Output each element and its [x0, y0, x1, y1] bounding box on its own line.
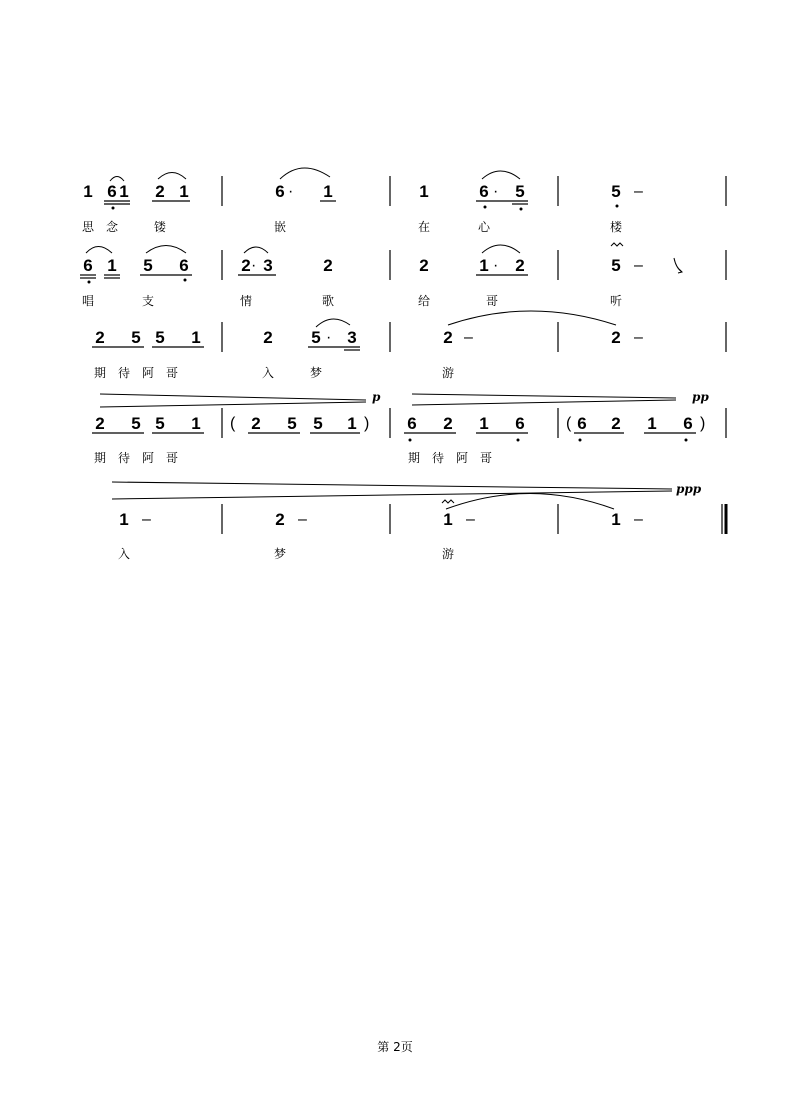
lyric: 听 — [609, 294, 622, 308]
note: 5 — [143, 256, 153, 275]
dash-symbol: – — [634, 257, 643, 274]
note: 2 — [275, 510, 285, 529]
hairpins — [100, 394, 676, 499]
note: 1 — [419, 182, 429, 201]
lyric: 情 — [239, 294, 252, 308]
note: 6 — [515, 414, 525, 433]
lyric: 待 — [117, 451, 130, 465]
lyric: 哥 — [165, 366, 178, 380]
note: 1 — [347, 414, 357, 433]
note: 6 — [107, 182, 117, 201]
lyric: 给 — [417, 294, 430, 308]
note: 6 — [577, 414, 587, 433]
note: 5 — [131, 328, 141, 347]
note: 2 — [419, 256, 429, 275]
dash-symbol: – — [634, 329, 643, 346]
lyric: 游 — [441, 366, 454, 380]
lyric: 期 — [93, 366, 106, 380]
dash-symbol: – — [634, 183, 643, 200]
note: 1 — [119, 510, 129, 529]
note: 2 — [611, 414, 621, 433]
note: 2 — [95, 328, 105, 347]
dot-symbol: · — [326, 329, 332, 346]
paren-open: ( — [566, 415, 572, 432]
note: 6 — [179, 256, 189, 275]
lyric: 镂 — [153, 220, 166, 234]
dot-symbol: · — [493, 257, 499, 274]
note: 1 — [107, 256, 117, 275]
note: 1 — [479, 256, 489, 275]
note: 1 — [647, 414, 657, 433]
note: 5 — [287, 414, 297, 433]
note: 2 — [323, 256, 333, 275]
lyric: 阿 — [455, 451, 468, 465]
note: 1 — [119, 182, 129, 201]
dynamic-mark: ppp — [676, 482, 702, 496]
note: 2 — [443, 328, 453, 347]
dash-symbol: – — [298, 511, 307, 528]
lyric: 哥 — [165, 451, 178, 465]
note: 1 — [443, 510, 453, 529]
note: 5 — [155, 414, 165, 433]
lyric: 期 — [407, 451, 420, 465]
bar-lines — [222, 176, 726, 534]
lyric: 入 — [117, 547, 130, 561]
note: 2 — [251, 414, 261, 433]
lyric: 游 — [441, 547, 454, 561]
lyric: 待 — [117, 366, 130, 380]
note: 1 — [479, 414, 489, 433]
lyric: 支 — [141, 294, 154, 308]
note: 1 — [179, 182, 189, 201]
note: 3 — [347, 328, 357, 347]
lyric: 唱 — [81, 294, 94, 308]
note: 5 — [611, 256, 621, 275]
dynamic-mark: p — [372, 390, 381, 404]
note: 1 — [191, 328, 201, 347]
lyric: 期 — [93, 451, 106, 465]
note: 6 — [479, 182, 489, 201]
note: 5 — [313, 414, 323, 433]
dynamic-mark: pp — [692, 390, 709, 404]
paren-close: ) — [364, 415, 370, 432]
note: 6 — [407, 414, 417, 433]
note: 5 — [515, 182, 525, 201]
octave-dots — [88, 205, 688, 442]
dash-symbol: – — [466, 511, 475, 528]
note: 2 — [263, 328, 273, 347]
dash-symbol: – — [464, 329, 473, 346]
dash-symbol: – — [634, 511, 643, 528]
lyric: 念 — [105, 220, 118, 234]
dash-symbol: – — [142, 511, 151, 528]
note: 2 — [443, 414, 453, 433]
lyric: 在 — [417, 220, 430, 234]
note: 2 — [95, 414, 105, 433]
note: 1 — [191, 414, 201, 433]
lyric: 哥 — [479, 451, 492, 465]
note: 2 — [515, 256, 525, 275]
note: 3 — [263, 256, 273, 275]
lyric: 阿 — [141, 366, 154, 380]
lyric: 思 — [81, 220, 94, 234]
lyric: 待 — [431, 451, 444, 465]
lyric: 嵌 — [273, 220, 286, 234]
lyric: 歌 — [321, 294, 334, 308]
lyric: 入 — [261, 366, 274, 380]
paren-open: ( — [230, 415, 236, 432]
page-number: 第 2页 — [377, 1040, 413, 1054]
note: 2 — [611, 328, 621, 347]
lyric: 梦 — [273, 547, 286, 561]
note: 5 — [155, 328, 165, 347]
note: 5 — [611, 182, 621, 201]
note: 6 — [275, 182, 285, 201]
note: 6 — [83, 256, 93, 275]
note: 6 — [683, 414, 693, 433]
lyric: 阿 — [141, 451, 154, 465]
paren-close: ) — [700, 415, 706, 432]
note: 5 — [131, 414, 141, 433]
note: 1 — [83, 182, 93, 201]
note: 2 — [241, 256, 251, 275]
note: 1 — [323, 182, 333, 201]
underlines — [80, 201, 696, 433]
dot-symbol: · — [493, 183, 499, 200]
note: 1 — [611, 510, 621, 529]
dot-symbol: · — [251, 257, 257, 274]
lyric: 楼 — [609, 220, 622, 234]
dot-symbol: · — [288, 183, 294, 200]
lyric: 心 — [477, 220, 490, 234]
note: 5 — [311, 328, 321, 347]
lyric: 梦 — [309, 366, 322, 380]
note: 2 — [155, 182, 165, 201]
lyric: 哥 — [485, 294, 498, 308]
